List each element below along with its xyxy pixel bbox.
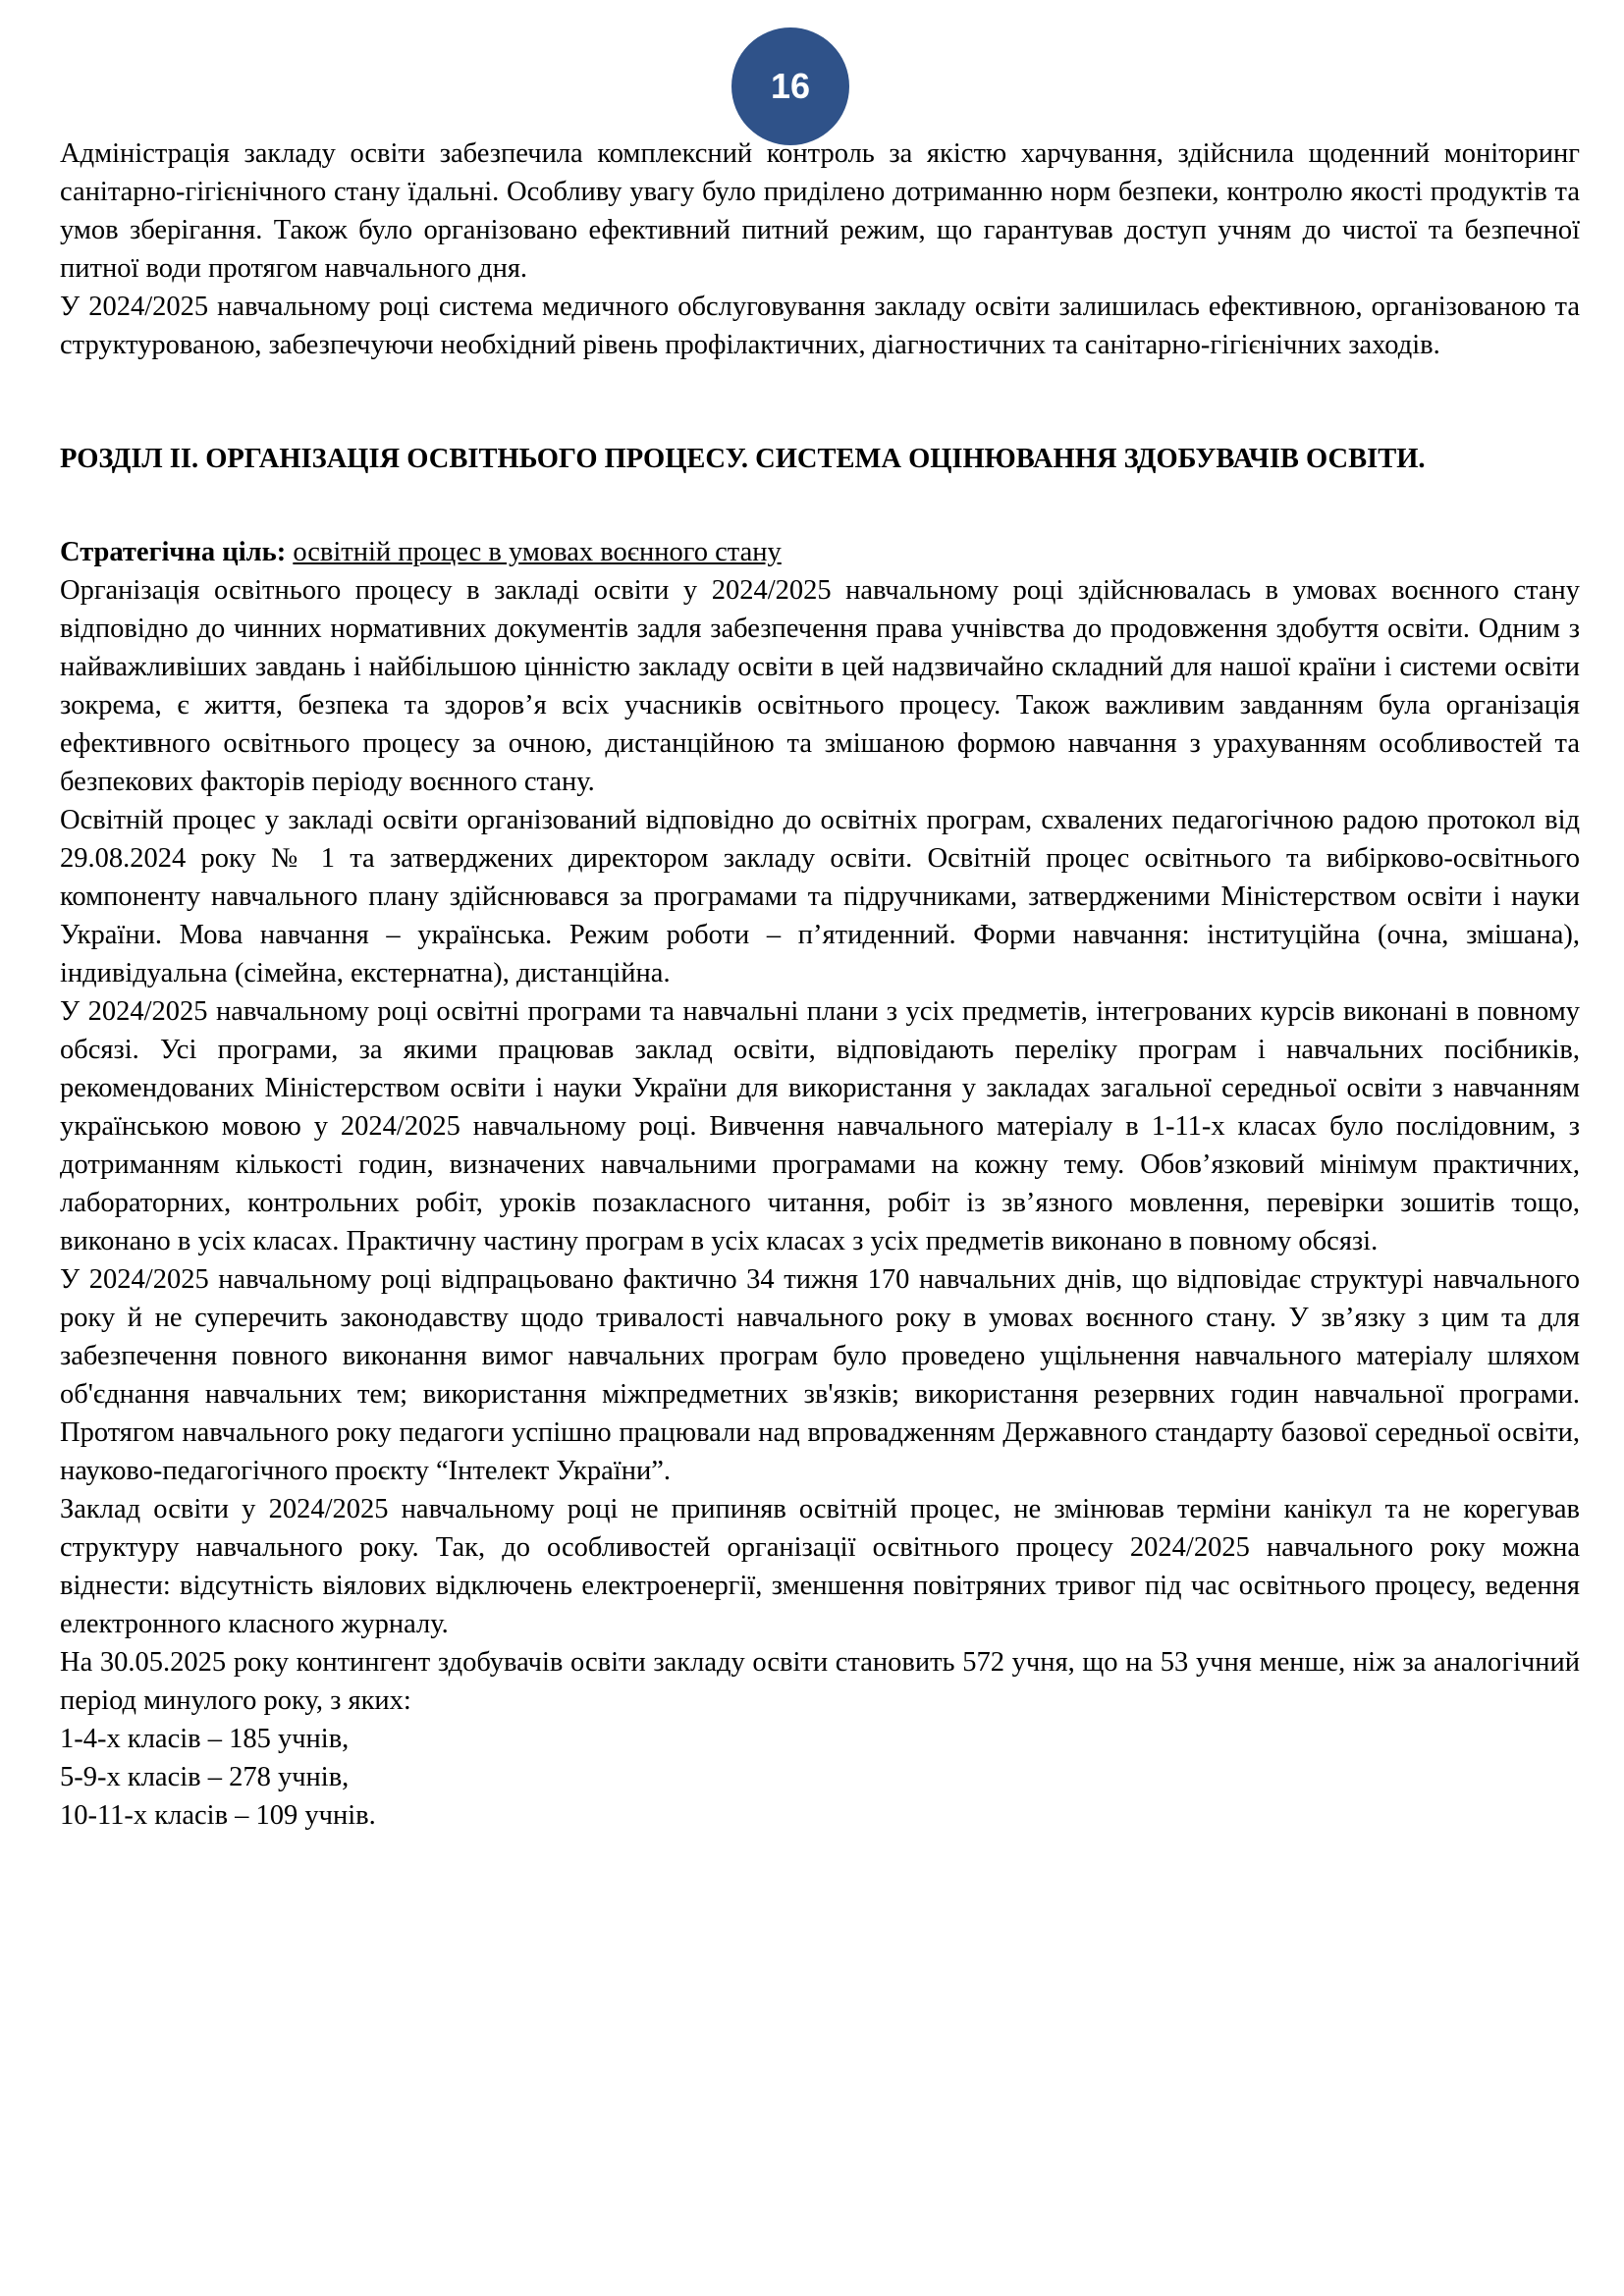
class-count-senior: 10-11-х класів – 109 учнів. — [60, 1800, 376, 1831]
paragraph-process-features: Заклад освіти у 2024/2025 навчальному році не припиняв освітній процес, не змінював терміни канікул та не корегував структуру навчального року. Так, до особливостей організації освітнього процесу 2024/2025 навчального року можна віднести: відсутність віялових відключень електроенергії, зменшення повітряних тривог під час освітнього процесу, ведення електронного класного журналу. — [60, 1494, 1580, 1639]
paragraph-student-contingent: На 30.05.2025 року контингент здобувачів освіти закладу освіти становить 572 учня, що на 53 учня менше, ніж за аналогічний період минулого року, з яких: — [60, 1647, 1580, 1716]
paragraph-process-organization: Організація освітнього процесу в закладі освіти у 2024/2025 навчальному році здійснювалась в умовах воєнного стану відповідно до чинних нормативних документів задля забезпечення права учнівства до продовження здобуття освіти. Одним з найважливіших завдань і найбільшою цінністю закладу освіти в цей надзвичайно складний для нашої країни і системи освіти зокрема, є життя, безпека та здоров’я всіх учасників освітнього процесу. Також важливим завданням була організація ефективного освітнього процесу за очною, дистанційною та змішаною формою навчання з урахуванням особливостей та безпекових факторів періоду воєнного стану. — [60, 575, 1580, 797]
strategic-goal-text: освітній процес в умовах воєнного стану — [293, 537, 782, 567]
paragraph-catering-control: Адміністрація закладу освіти забезпечила комплексний контроль за якістю харчування, здійснила щоденний моніторинг санітарно-гігієнічного стану їдальні. Особливу увагу було приділено дотриманню норм безпеки, контролю якості продуктів та умов зберігання. Також було організовано ефективний питний режим, що гарантував доступ учням до чистої та безпечної питної води протягом навчального дня. — [60, 138, 1580, 284]
section-heading: РОЗДІЛ ІІ. ОРГАНІЗАЦІЯ ОСВІТНЬОГО ПРОЦЕСУ. СИСТЕМА ОЦІНЮВАННЯ ЗДОБУВАЧІВ ОСВІТИ. — [60, 444, 1426, 474]
page-number: 16 — [770, 66, 811, 106]
class-count-primary: 1-4-х класів – 185 учнів, — [60, 1724, 350, 1754]
paragraph-school-year-duration: У 2024/2025 навчальному році відпрацьовано фактично 34 тижня 170 навчальних днів, що відповідає структурі навчального року й не суперечить законодавству щодо тривалості навчального року в умовах воєнного стану. У зв’язку з цим та для забезпечення повного виконання вимог навчальних програм було проведено ущільнення навчального матеріалу шляхом об'єднання навчальних тем; використання міжпредметних зв'язків; використання резервних годин навчальної програми. Протягом навчального року педагоги успішно працювали над впровадженням Державного стандарту базової середньої освіти, науково-педагогічного проєкту “Інтелект України”. — [60, 1264, 1580, 1486]
paragraph-educational-programs: Освітній процес у закладі освіти організований відповідно до освітніх програм, схвалених педагогічною радою протокол від 29.08.2024 року № 1 та затверджених директором закладу освіти. Освітній процес освітнього та вибірково-освітнього компоненту навчального плану здійснювався за програмами та підручниками, затвердженими Міністерством освіти і науки України. Мова навчання – українська. Режим роботи – п’ятиденний. Форми навчання: інституційна (очна, змішана), індивідуальна (сімейна, екстернатна), дистанційна. — [60, 805, 1580, 988]
strategic-goal — [60, 533, 1580, 571]
class-count-middle: 5-9-х класів – 278 учнів, — [60, 1762, 350, 1792]
paragraph-medical-service: У 2024/2025 навчальному році система медичного обслуговування закладу освіти залишилась ефективною, організованою та структурованою, забезпечуючи необхідний рівень профілактичних, діагностичних та санітарно-гігієнічних заходів. — [60, 292, 1580, 360]
paragraph-curriculum-completion: У 2024/2025 навчальному році освітні програми та навчальні плани з усіх предметів, інтегрованих курсів виконані в повному обсязі. Усі програми, за якими працював заклад освіти, відповідають переліку програм і навчальних посібників, рекомендованих Міністерством освіти і науки України для використання у закладах загальної середньої освіти з навчанням українською мовою у 2024/2025 навчальному році. Вивчення навчального матеріалу в 1-11-х класах було послідовним, з дотриманням кількості годин, визначених навчальними програмами на кожну тему. Обов’язковий мінімум практичних, лабораторних, контрольних робіт, уроків позакласного читання, робіт із зв’язного мовлення, перевірки зошитів тощо, виконано в усіх класах. Практичну частину програм в усіх класах з усіх предметів виконано в повному обсязі. — [60, 996, 1580, 1256]
page-number-badge — [731, 27, 849, 145]
document-body — [60, 134, 1580, 1835]
strategic-goal-label: Стратегічна ціль: — [60, 537, 287, 567]
